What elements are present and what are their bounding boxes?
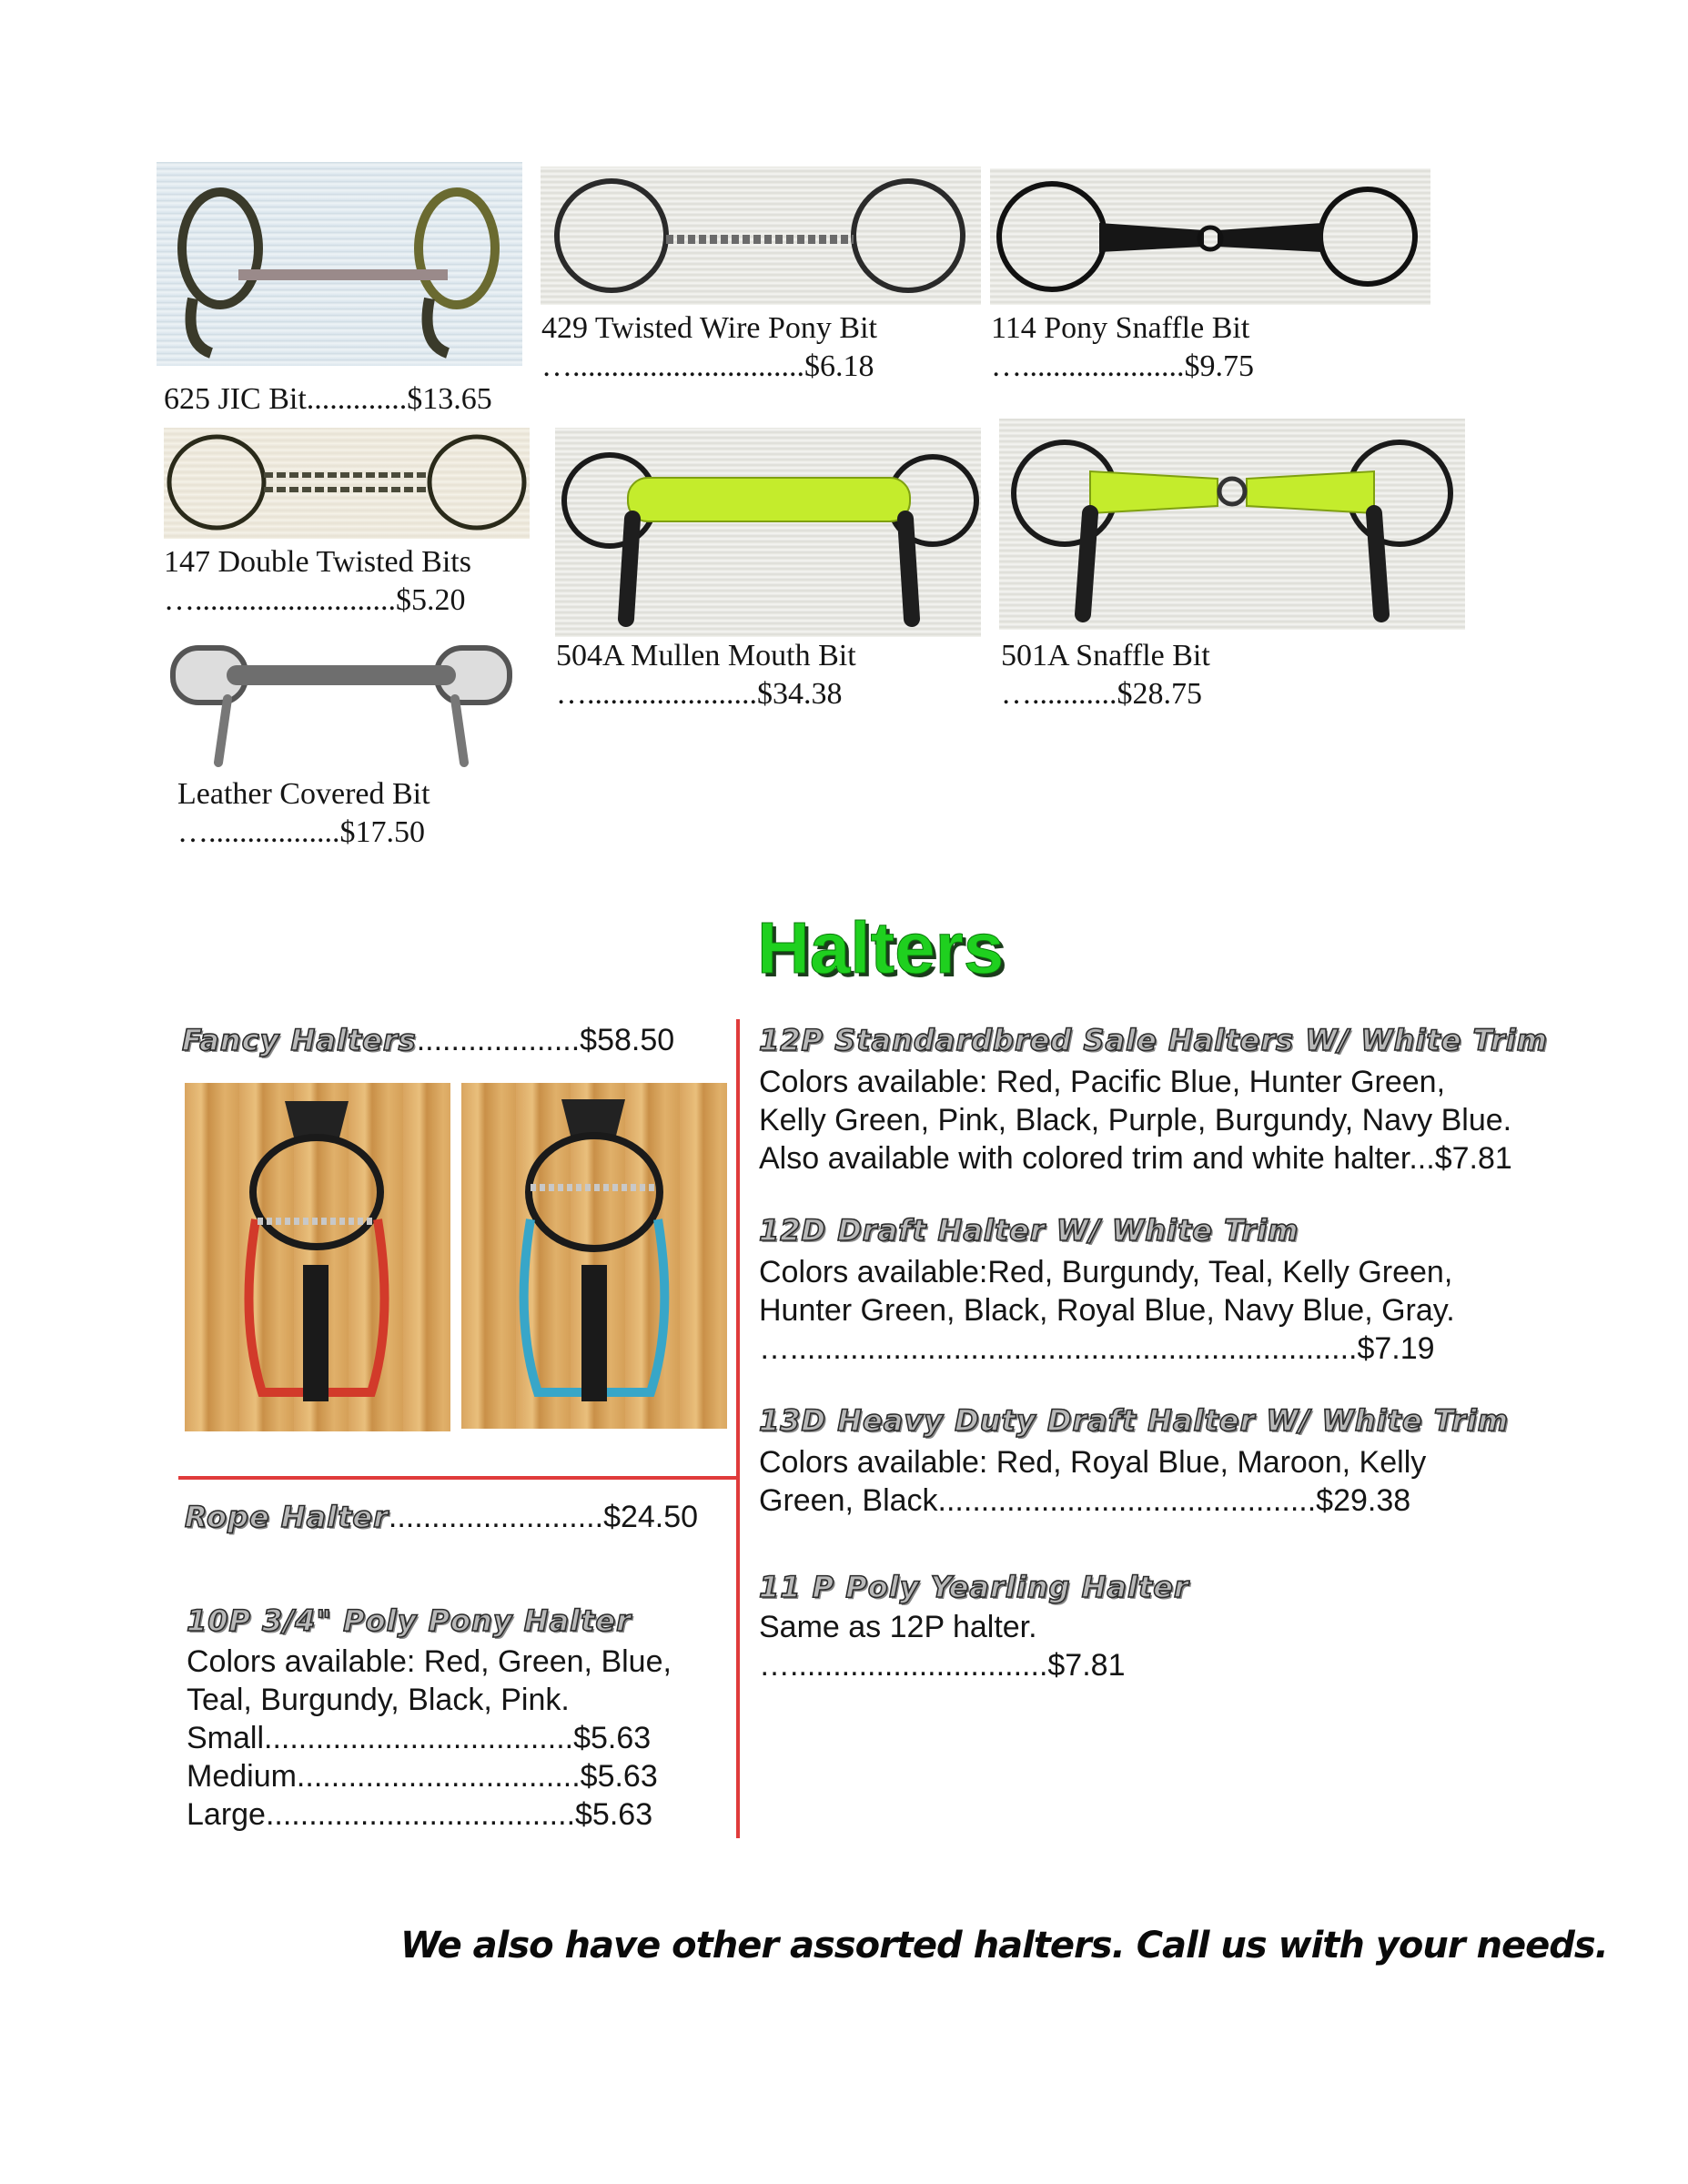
- section-divider: [178, 1476, 739, 1480]
- bit-label: 504A Mullen Mouth Bit: [556, 639, 856, 672]
- size-price: Large....................................$5.63: [187, 1797, 653, 1832]
- fancy-halter-photos: [185, 1083, 450, 1431]
- leather-covered-bit-photo: [164, 635, 519, 772]
- snaffle-bit-photo: [999, 419, 1465, 630]
- size-price: Small....................................$5.63: [187, 1721, 652, 1755]
- product-name: 13D Heavy Duty Draft Halter W/ White Trim: [759, 1403, 1510, 1438]
- product-name: 11 P Poly Yearling Halter: [759, 1570, 1189, 1604]
- bit-label: 147 Double Twisted Bits: [164, 545, 471, 579]
- fancy-halter-photos: [461, 1083, 727, 1429]
- product-description: Colors available:Red, Burgundy, Teal, Kelly Green,: [759, 1255, 1453, 1289]
- bit-label: Leather Covered Bit: [177, 777, 430, 811]
- bit-price: …......................$34.38: [556, 677, 843, 711]
- product-description: …..............................$7.81: [759, 1648, 1126, 1683]
- jic-bit-photo: [157, 162, 522, 366]
- footer-tagline: We also have other assorted halters. Call us with your needs.: [400, 1925, 1608, 1967]
- bit-label: 114 Pony Snaffle Bit: [991, 311, 1250, 345]
- product-description: Teal, Burgundy, Black, Pink.: [187, 1683, 570, 1717]
- bit-price: …...........$28.75: [1001, 677, 1202, 711]
- size-price: Medium.................................$5.63: [187, 1759, 658, 1794]
- twisted-wire-bit-photo: [541, 167, 981, 305]
- column-divider: [736, 1019, 740, 1838]
- bit-price: …..............................$6.18: [541, 349, 874, 383]
- product-description: Same as 12P halter.: [759, 1610, 1037, 1644]
- product-name: 10P 3/4" Poly Pony Halter: [187, 1603, 632, 1638]
- product-description: Colors available: Red, Royal Blue, Maroon, Kelly: [759, 1445, 1427, 1480]
- product-description: Colors available: Red, Pacific Blue, Hunter Green,: [759, 1065, 1446, 1099]
- product-description: Kelly Green, Pink, Black, Purple, Burgundy, Navy Blue.: [759, 1103, 1512, 1138]
- double-twisted-bit-photo: [164, 428, 530, 539]
- product-description: Green, Black............................................$29.38: [759, 1483, 1411, 1518]
- product-price: ...................$58.50: [416, 1023, 675, 1057]
- bit-price: ….................$17.50: [177, 815, 425, 849]
- product-price: .........................$24.50: [388, 1500, 699, 1534]
- bit-label: 501A Snaffle Bit: [1001, 639, 1210, 672]
- rope-halter-row: [185, 1498, 698, 1536]
- product-description: Colors available: Red, Green, Blue,: [187, 1644, 672, 1679]
- product-description: Also available with colored trim and white halter...$7.81: [759, 1141, 1512, 1176]
- product-description: Hunter Green, Black, Royal Blue, Navy Blue, Gray.: [759, 1293, 1455, 1328]
- bit-label: 429 Twisted Wire Pony Bit: [541, 311, 878, 345]
- bit-price: …..........................$5.20: [164, 583, 466, 617]
- bit-price: ….....................$9.75: [991, 349, 1254, 383]
- pony-snaffle-bit-photo: [990, 168, 1430, 305]
- fancy-halters-row: [182, 1021, 674, 1059]
- product-name: Rope Halter: [185, 1500, 389, 1534]
- bit-label: 625 JIC Bit.............$13.65: [164, 382, 492, 416]
- product-name: Fancy Halters: [182, 1023, 417, 1057]
- product-name: 12P Standardbred Sale Halters W/ White Trim: [759, 1023, 1548, 1057]
- product-name: 12D Draft Halter W/ White Trim: [759, 1213, 1299, 1248]
- page-title: Halters: [757, 907, 1005, 988]
- mullen-mouth-bit-photo: [555, 428, 981, 637]
- product-description: …..................................................................$7.19: [759, 1331, 1435, 1366]
